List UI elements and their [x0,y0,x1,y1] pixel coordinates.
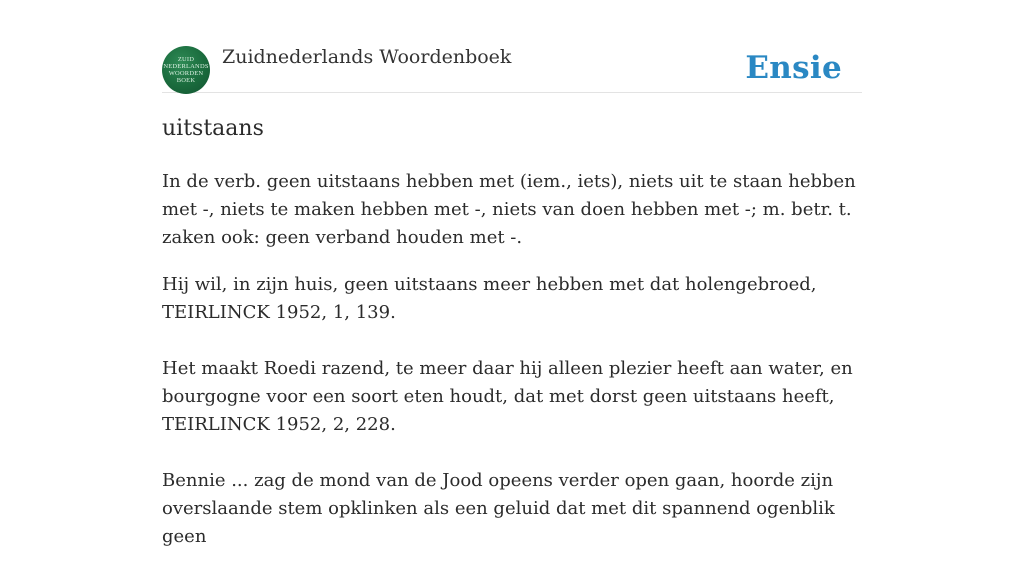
entry-content [162,168,862,579]
citation-1: Hij wil, in zijn huis, geen uitstaans meer hebben met dat holengebroed, TEIRLINCK 1952, 1, 139. [162,274,817,323]
logo-line-2: NEDERLANDS [163,63,209,70]
citation-3: Bennie ... zag de mond van de Jood opeens verder open gaan, hoorde zijn overslaande stem opklinken als een geluid dat met dit spannend ogenblik geen [162,470,835,547]
ensie-brand-logo[interactable]: Ensie [745,50,842,86]
entry-definition: In de verb. geen uitstaans hebben met (iem., iets), niets uit te staan hebben met -, niets te maken hebben met -, niets van doen hebben met -; m. betr. t. zaken ook: geen verband houden met -. [162,171,856,248]
dictionary-logo[interactable] [162,46,210,94]
logo-line-1: ZUID [177,56,195,63]
dictionary-name-link[interactable]: Zuidnederlands Woordenboek [222,46,512,68]
logo-line-4: BOEK [176,77,196,84]
site-header [162,44,862,93]
entry-headword: uitstaans [162,116,264,141]
citation-2: Het maakt Roedi razend, te meer daar hij alleen plezier heeft aan water, en bourgogne voor een soort eten houdt, dat met dorst geen uitstaans heeft, TEIRLINCK 1952, 2, 228. [162,358,853,435]
logo-line-3: WOORDEN [168,70,204,77]
